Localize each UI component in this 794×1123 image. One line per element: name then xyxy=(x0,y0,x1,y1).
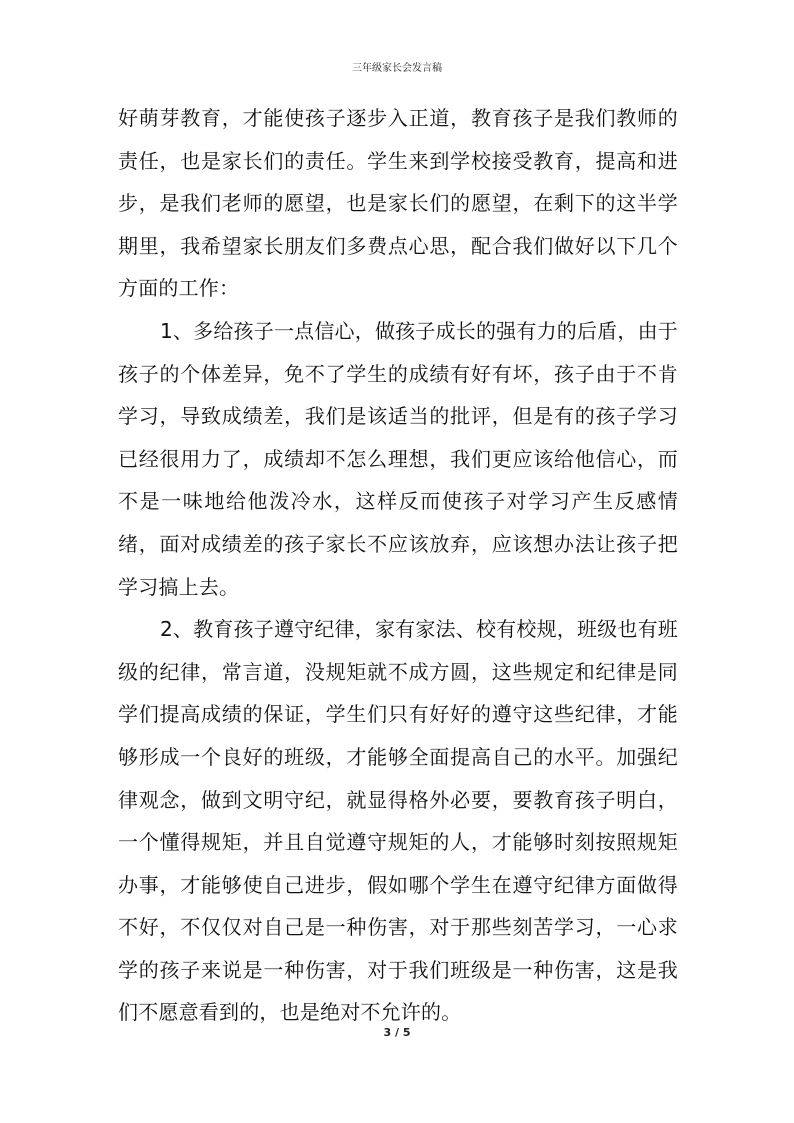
paragraph-point-1: 1、多给孩子一点信心，做孩子成长的强有力的后盾，由于孩子的个体差异，免不了学生的成绩有好有坏，孩子由于不肯学习，导致成绩差，我们是该适当的批评，但是有的孩子学习已经很用力了，成绩却不怎么理想，我们更应该给他信心，而不是一味地给他泼冷水，这样反而使孩子对学习产生反感情绪，面对成绩差的孩子家长不应该放弃，应该想办法让孩子把学习搞上去。 xyxy=(118,318,678,599)
paragraph-point-2: 2、教育孩子遵守纪律，家有家法、校有校规，班级也有班级的纪律，常言道，没规矩就不成方圆，这些规定和纪律是同学们提高成绩的保证，学生们只有好好的遵守这些纪律，才能够形成一个良好的班级，才能够全面提高自己的水平。加强纪律观念，做到文明守纪，就显得格外必要，要教育孩子明白，一个懂得规矩，并且自觉遵守规矩的人，才能够时刻按照规矩办事，才能够使自己进步，假如哪个学生在遵守纪律方面做得不好，不仅仅对自己是一种伤害，对于那些刻苦学习，一心求学的孩子来说是一种伤害，对于我们班级是一种伤害，这是我们不愿意看到的，也是绝对不允许的。 xyxy=(118,617,678,1025)
header-title: 三年级家长会发言稿 xyxy=(352,63,442,74)
page-number: 3 / 5 xyxy=(383,1026,411,1039)
page-footer xyxy=(0,1026,794,1039)
paragraph-intro: 好萌芽教育，才能使孩子逐步入正道，教育孩子是我们教师的责任，也是家长们的责任。学生来到学校接受教育，提高和进步，是我们老师的愿望，也是家长们的愿望，在剩下的这半学期里，我希望家长朋友们多费点心思，配合我们做好以下几个方面的工作： xyxy=(118,106,678,301)
document-header xyxy=(0,62,794,76)
document-body xyxy=(118,97,678,1034)
